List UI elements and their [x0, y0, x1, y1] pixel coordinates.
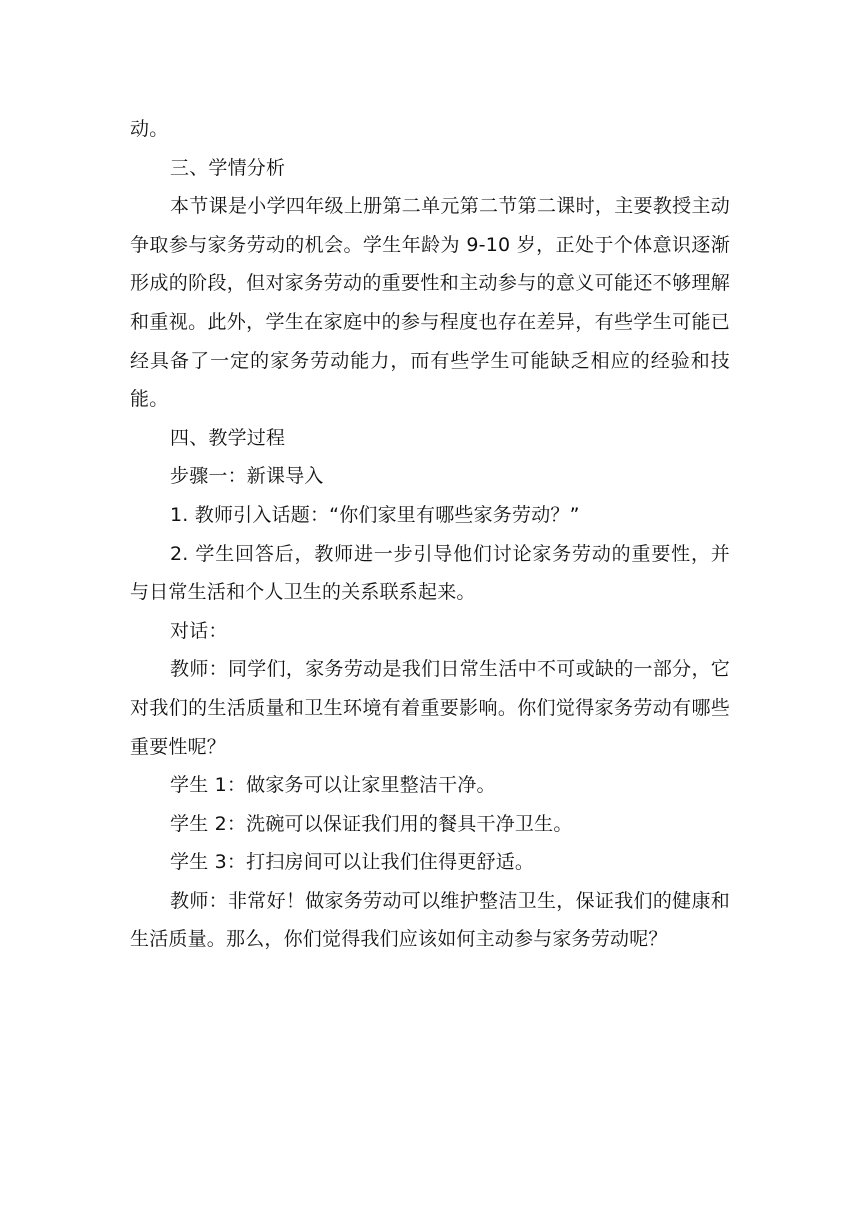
paragraph-continuation: 动。 — [130, 118, 169, 140]
dialogue-line-teacher-2: 教师：非常好！做家务劳动可以维护整洁卫生，保证我们的健康和生活质量。那么，你们觉得我们应该如何主动参与家务劳动呢？ — [130, 889, 730, 951]
dialogue-line-student-2: 学生 2：洗碗可以保证我们用的餐具干净卫生。 — [170, 812, 573, 835]
step-heading-introduction: 步骤一：新课导入 — [170, 465, 324, 488]
dialogue-label: 对话： — [170, 619, 228, 642]
dialogue-line-student-1: 学生 1：做家务可以让家里整洁干净。 — [170, 774, 496, 797]
list-item-2: 2. 学生回答后，教师进一步引导他们讨论家务劳动的重要性，并与日常生活和个人卫生的关系联系起来。 — [130, 542, 730, 604]
section-heading-learner-analysis: 三、学情分析 — [170, 156, 286, 179]
dialogue-line-student-3: 学生 3：打扫房间可以让我们住得更舒适。 — [170, 851, 535, 874]
dialogue-line-teacher-1: 教师：同学们，家务劳动是我们日常生活中不可或缺的一部分，它对我们的生活质量和卫生环境有着重要影响。你们觉得家务劳动有哪些重要性呢？ — [130, 658, 730, 758]
list-item-1: 1. 教师引入话题：“你们家里有哪些家务劳动？” — [170, 503, 580, 526]
document-body — [130, 110, 730, 959]
paragraph-learner-analysis: 本节课是小学四年级上册第二单元第二节第二课时，主要教授主动争取参与家务劳动的机会。学生年龄为 9-10 岁，正处于个体意识逐渐形成的阶段，但对家务劳动的重要性和主动参与的意义可能还不够理解和重视。此外，学生在家庭中的参与程度也存在差异，有些学生可能已经具备了一定的家务劳动能力，而有些学生可能缺乏相应的经验和技能。 — [130, 195, 730, 411]
section-heading-teaching-process: 四、教学过程 — [170, 426, 286, 449]
